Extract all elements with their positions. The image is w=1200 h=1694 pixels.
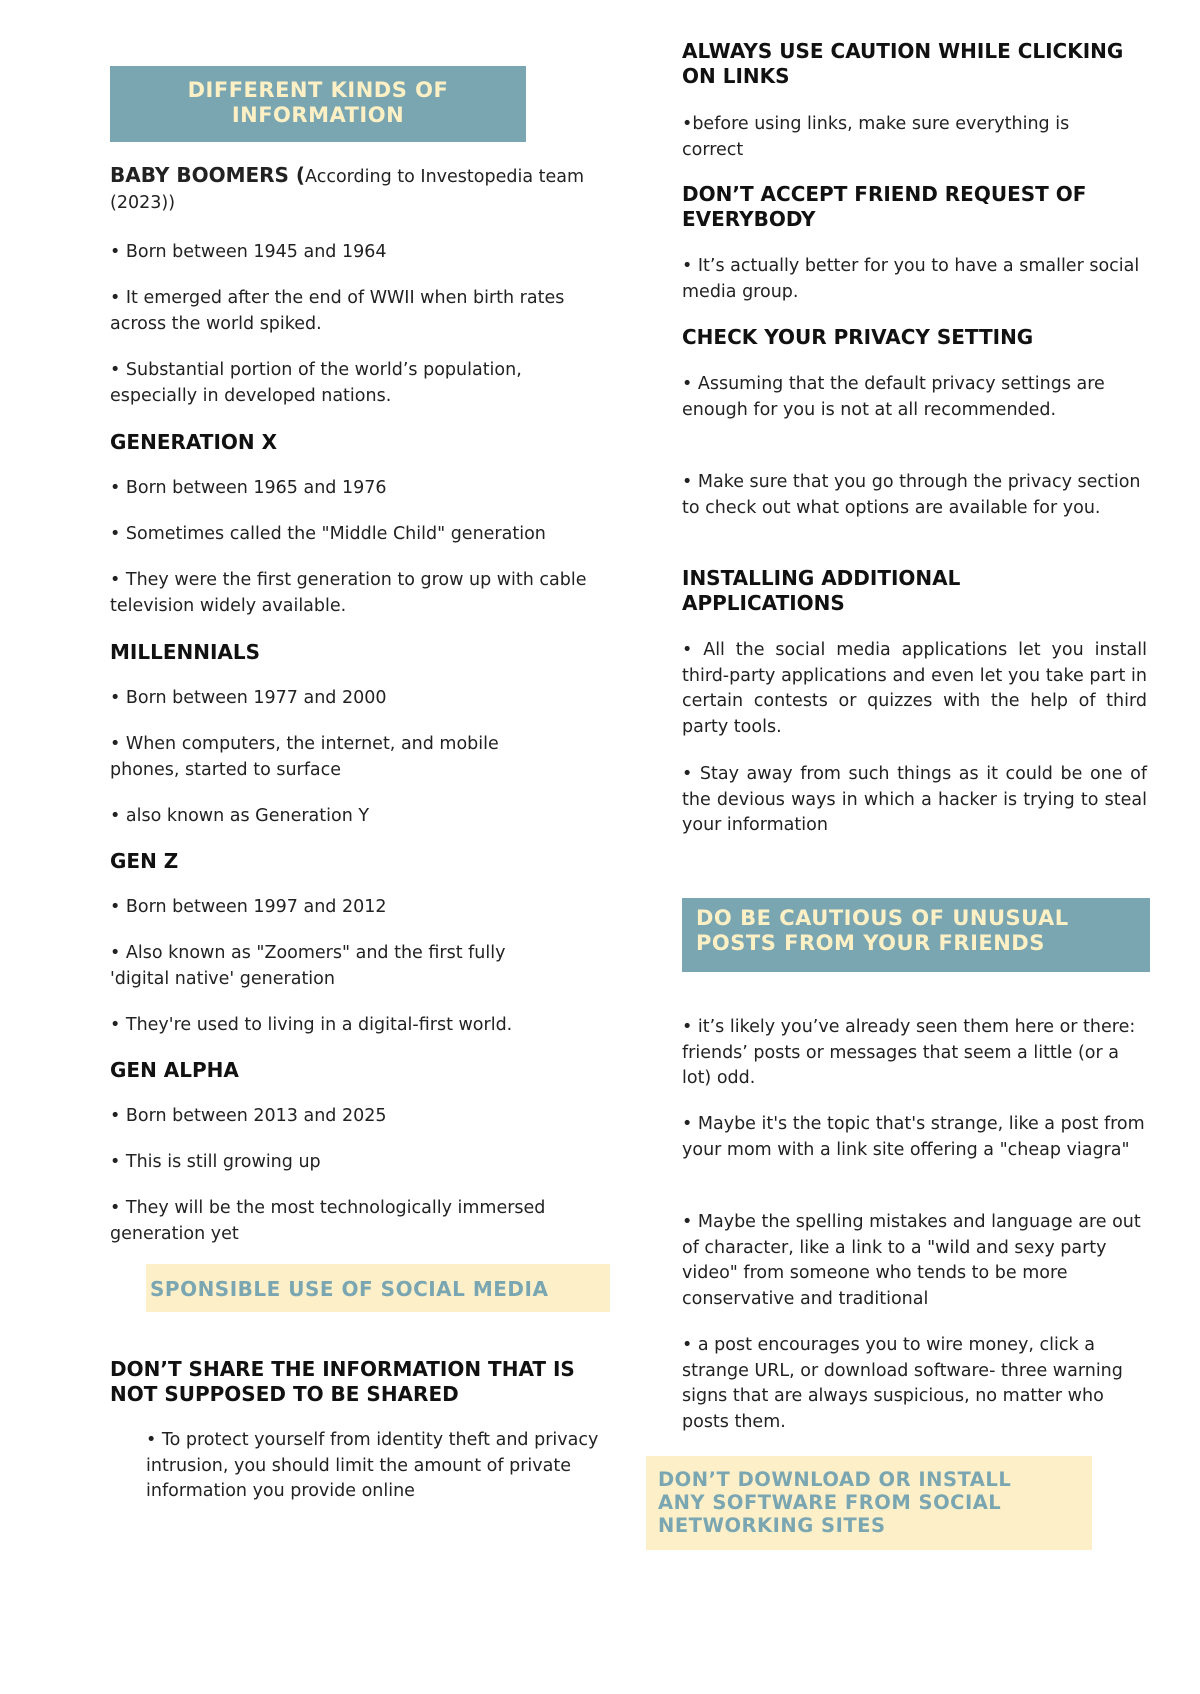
list-item: • Born between 2013 and 2025 [110, 1106, 387, 1126]
baby-boomers-source: According to Investopedia team (2023)) [110, 167, 585, 213]
dont-share-heading: DON’T SHARE THE INFORMATION THAT IS NOT SUPPOSED TO BE SHARED [110, 1357, 575, 1406]
baby-boomers-title: BABY BOOMERS ( [110, 163, 306, 187]
list-item: • Make sure that you go through the privacy section to check out what options are available for you. [682, 472, 1141, 518]
banner-different-kinds-text: DIFFERENT KINDS OF INFORMATION [187, 78, 449, 127]
banner-responsible-use-text: SPONSIBLE USE OF SOCIAL MEDIA [150, 1277, 549, 1301]
banner-unusual-posts-text: DO BE CAUTIOUS OF UNUSUAL POSTS FROM YOUR FRIENDS [696, 906, 1069, 955]
list-item: • Maybe it's the topic that's strange, like a post from your mom with a link site offering a "cheap viagra" [682, 1114, 1145, 1160]
list-item: • Substantial portion of the world’s population, especially in developed nations. [110, 360, 522, 406]
list-item: • it’s likely you’ve already seen them here or there: friends’ posts or messages that seem a little (or a lot) odd. [682, 1017, 1136, 1088]
additional-apps-heading: INSTALLING ADDITIONAL APPLICATIONS [682, 566, 961, 615]
list-item: • Sometimes called the "Middle Child" generation [110, 524, 546, 544]
list-item: • It’s actually better for you to have a smaller social media group. [682, 256, 1140, 302]
list-item: • All the social media applications let you install third-party applications and even let you take part in certain contests or quizzes with the help of third party tools. [682, 640, 1147, 737]
privacy-setting-heading: CHECK YOUR PRIVACY SETTING [682, 325, 1034, 349]
list-item: • When computers, the internet, and mobile phones, started to surface [110, 734, 499, 780]
list-item: • They will be the most technologically immersed generation yet [110, 1198, 546, 1244]
banner-different-kinds [110, 66, 526, 142]
list-item: •before using links, make sure everything is correct [682, 114, 1070, 160]
list-item: • Assuming that the default privacy settings are enough for you is not at all recommended. [682, 374, 1105, 420]
list-item: • To protect yourself from identity theft and privacy intrusion, you should limit the amount of private information you provide online [146, 1430, 599, 1501]
list-item: • a post encourages you to wire money, click a strange URL, or download software- three warning signs that are always suspicious, no matter who posts them. [682, 1335, 1123, 1432]
list-item: • They're used to living in a digital-first world. [110, 1015, 513, 1035]
links-caution-heading: ALWAYS USE CAUTION WHILE CLICKING ON LINKS [682, 39, 1124, 88]
baby-boomers-heading [110, 163, 600, 216]
generation-x-heading: GENERATION X [110, 430, 278, 454]
list-item: • Maybe the spelling mistakes and language are out of character, like a link to a "wild and sexy party video" from someone who tends to be more conservative and traditional [682, 1212, 1141, 1309]
friend-request-heading: DON’T ACCEPT FRIEND REQUEST OF EVERYBODY [682, 182, 1087, 231]
banner-responsible-use [146, 1264, 610, 1312]
list-item: • Also known as "Zoomers" and the first fully 'digital native' generation [110, 943, 506, 989]
millennials-heading: MILLENNIALS [110, 640, 261, 664]
list-item: • also known as Generation Y [110, 806, 370, 826]
list-item: • Born between 1977 and 2000 [110, 688, 387, 708]
list-item: • They were the first generation to grow up with cable television widely available. [110, 570, 587, 616]
gen-z-heading: GEN Z [110, 849, 179, 873]
list-item: • This is still growing up [110, 1152, 321, 1172]
banner-dont-download-text: DON’T DOWNLOAD OR INSTALL ANY SOFTWARE FROM SOCIAL NETWORKING SITES [658, 1468, 1012, 1537]
list-item: • Stay away from such things as it could be one of the devious ways in which a hacker is trying to steal your information [682, 764, 1147, 835]
banner-unusual-posts [682, 898, 1150, 972]
list-item: • Born between 1965 and 1976 [110, 478, 387, 498]
banner-dont-download [646, 1456, 1092, 1550]
list-item: • Born between 1997 and 2012 [110, 897, 387, 917]
list-item: • Born between 1945 and 1964 [110, 242, 387, 262]
gen-alpha-heading: GEN ALPHA [110, 1058, 239, 1082]
list-item: • It emerged after the end of WWII when birth rates across the world spiked. [110, 288, 565, 334]
